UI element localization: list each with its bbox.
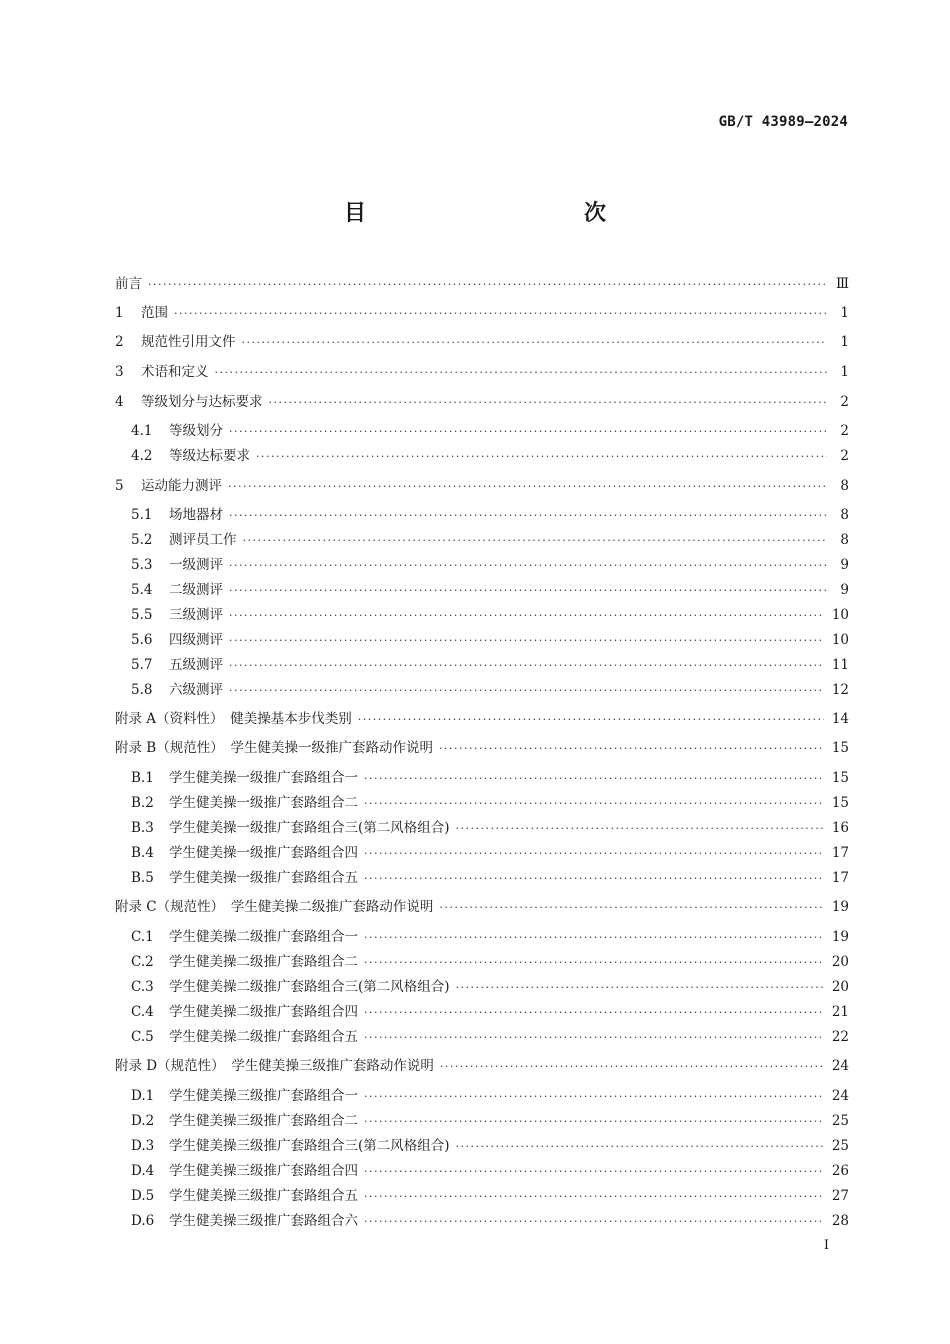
toc-entry[interactable]: [131, 793, 849, 813]
toc-entry-page: 14: [831, 711, 849, 727]
toc-leader-dots: [229, 631, 824, 651]
toc-entry-title: 学生健美操一级推广套路组合四: [169, 845, 358, 861]
toc-leader-dots: [229, 681, 824, 701]
toc-entry[interactable]: [131, 421, 849, 441]
toc-entry[interactable]: [131, 605, 849, 625]
toc-entry-number: C.5: [131, 1029, 154, 1045]
page-number: I: [823, 1238, 829, 1253]
toc-leader-dots: [364, 794, 824, 814]
toc-entry-number: D.5: [131, 1188, 155, 1204]
toc-leader-dots: [456, 819, 824, 839]
toc-entry-title: 学生健美操一级推广套路组合五: [169, 870, 358, 886]
toc-entry-number: D.1: [131, 1088, 155, 1104]
toc-entry[interactable]: [131, 927, 849, 947]
toc-entry-number: B.4: [131, 845, 154, 861]
toc-leader-dots: [364, 1187, 824, 1207]
toc-entry-page: 2: [840, 448, 849, 464]
toc-entry-page: 22: [831, 1029, 849, 1045]
toc-entry-page: 25: [831, 1138, 849, 1154]
toc-entry-number: C.4: [131, 1004, 154, 1020]
toc-entry-title: 学生健美操三级推广套路组合二: [169, 1113, 358, 1129]
toc-entry[interactable]: [115, 738, 849, 758]
toc-entry-page: 15: [831, 740, 849, 756]
toc-title: 目 次: [343, 201, 664, 226]
toc-entry[interactable]: [115, 709, 849, 729]
toc-entry-number: 5.5: [131, 607, 153, 623]
toc-entry-title: 学生健美操一级推广套路组合一: [169, 770, 358, 786]
toc-entry-number: 5.4: [131, 582, 153, 598]
toc-entry-title: 等级划分与达标要求: [141, 394, 263, 410]
toc-entry-title: 范围: [141, 305, 168, 321]
toc-leader-dots: [228, 477, 827, 497]
toc-entry-title: 学生健美操二级推广套路组合五: [169, 1029, 358, 1045]
toc-entry[interactable]: [115, 332, 849, 352]
toc-leader-dots: [229, 581, 827, 601]
toc-entry[interactable]: [131, 1002, 849, 1022]
toc-entry-number: B.2: [131, 795, 154, 811]
toc-entry-page: 21: [831, 1004, 849, 1020]
toc-entry-page: Ⅲ: [835, 276, 849, 292]
toc-leader-dots: [229, 506, 827, 526]
toc-entry-title: 前言: [115, 276, 142, 292]
toc-entry-page: 24: [831, 1058, 849, 1074]
toc-entry-title: 学生健美操一级推广套路组合二: [169, 795, 358, 811]
toc-entry[interactable]: [131, 1186, 849, 1206]
toc-entry-title: 二级测评: [169, 582, 223, 598]
toc-entry-title: 附录 B（规范性） 学生健美操一级推广套路动作说明: [115, 740, 433, 756]
toc-entry-number: 5.6: [131, 632, 153, 648]
toc-entry-title: 学生健美操三级推广套路组合六: [169, 1213, 358, 1229]
toc-entry-title: 学生健美操三级推广套路组合四: [169, 1163, 358, 1179]
toc-entry-title: 测评员工作: [169, 532, 237, 548]
toc-entry-number: D.2: [131, 1113, 155, 1129]
toc-entry-number: B.1: [131, 770, 154, 786]
toc-entry-number: 4.2: [131, 448, 153, 464]
toc-entry-title: 学生健美操三级推广套路组合三(第二风格组合): [169, 1138, 450, 1154]
toc-entry[interactable]: [131, 1211, 849, 1231]
toc-entry-number: 5.3: [131, 557, 153, 573]
toc-entry-title: 规范性引用文件: [141, 334, 236, 350]
toc-entry-page: 26: [831, 1163, 849, 1179]
toc-entry-page: 8: [840, 507, 849, 523]
toc-entry-number: 4.1: [131, 423, 153, 439]
toc-entry[interactable]: [131, 1027, 849, 1047]
toc-leader-dots: [242, 333, 828, 353]
toc-entry[interactable]: [115, 476, 849, 496]
toc-entry-title: 四级测评: [169, 632, 223, 648]
toc-entry-page: 27: [831, 1188, 849, 1204]
toc-leader-dots: [174, 304, 827, 324]
toc-entry-page: 8: [840, 532, 849, 548]
toc-entry[interactable]: [131, 977, 849, 997]
toc-entry[interactable]: [115, 1056, 849, 1076]
toc-leader-dots: [229, 422, 827, 442]
toc-entry-title: 学生健美操二级推广套路组合一: [169, 929, 358, 945]
toc-entry-title: 术语和定义: [141, 364, 209, 380]
toc-entry-title: 场地器材: [169, 507, 223, 523]
toc-entry[interactable]: [131, 580, 849, 600]
toc-entry[interactable]: [131, 680, 849, 700]
toc-entry[interactable]: [131, 843, 849, 863]
toc-entry[interactable]: [131, 505, 849, 525]
toc-entry[interactable]: [131, 868, 849, 888]
toc-entry-page: 20: [831, 954, 849, 970]
toc-leader-dots: [243, 531, 828, 551]
toc-leader-dots: [215, 363, 828, 383]
toc-entry-page: 25: [831, 1113, 849, 1129]
toc-entry-page: 28: [831, 1213, 849, 1229]
toc-entry-title: 学生健美操二级推广套路组合二: [169, 954, 358, 970]
toc-entry-page: 24: [831, 1088, 849, 1104]
toc-entry-number: 3: [115, 364, 124, 380]
toc-leader-dots: [364, 1087, 824, 1107]
toc-leader-dots: [229, 556, 827, 576]
toc-entry-title: 等级达标要求: [169, 448, 250, 464]
toc-entry-page: 9: [840, 582, 849, 598]
toc-entry-page: 1: [840, 334, 849, 350]
toc-entry-number: 5.7: [131, 657, 153, 673]
toc-entry[interactable]: [131, 1086, 849, 1106]
toc-entry-title: 学生健美操一级推广套路组合三(第二风格组合): [169, 820, 450, 836]
toc-entry[interactable]: [131, 1111, 849, 1131]
toc-entry-title: 学生健美操三级推广套路组合五: [169, 1188, 358, 1204]
toc-entry-title: 学生健美操二级推广套路组合三(第二风格组合): [169, 979, 450, 995]
toc-entry[interactable]: [131, 818, 849, 838]
toc-entry-page: 17: [831, 870, 849, 886]
toc-leader-dots: [456, 978, 824, 998]
toc-entry-number: C.3: [131, 979, 154, 995]
toc-entry[interactable]: [131, 555, 849, 575]
toc-entry-page: 2: [840, 394, 849, 410]
toc-entry-number: B.5: [131, 870, 154, 886]
toc-entry-title: 三级测评: [169, 607, 223, 623]
toc-entry-title: 附录 C（规范性） 学生健美操二级推广套路动作说明: [115, 899, 434, 915]
toc-leader-dots: [364, 1162, 824, 1182]
toc-entry-page: 19: [831, 899, 849, 915]
toc-entry[interactable]: [115, 274, 849, 294]
toc-entry-title: 一级测评: [169, 557, 223, 573]
toc-entry[interactable]: [115, 362, 849, 382]
toc-entry-number: 5.1: [131, 507, 153, 523]
toc-leader-dots: [364, 953, 824, 973]
toc-leader-dots: [364, 1003, 824, 1023]
toc-entry-page: 10: [831, 632, 849, 648]
toc-entry[interactable]: [115, 897, 849, 917]
toc-leader-dots: [440, 1057, 824, 1077]
toc-entry[interactable]: [131, 952, 849, 972]
toc-leader-dots: [364, 869, 824, 889]
toc-leader-dots: [229, 606, 824, 626]
toc-entry[interactable]: [131, 446, 849, 466]
toc-leader-dots: [269, 393, 828, 413]
toc-entry[interactable]: [115, 303, 849, 323]
toc-leader-dots: [439, 739, 824, 759]
toc-entry-page: 15: [831, 770, 849, 786]
toc-entry-title: 六级测评: [169, 682, 223, 698]
toc-entry-page: 10: [831, 607, 849, 623]
toc-entry-page: 15: [831, 795, 849, 811]
toc-entry-page: 2: [840, 423, 849, 439]
toc-leader-dots: [364, 1112, 824, 1132]
toc-entry-title: 等级划分: [169, 423, 223, 439]
toc-entry-title: 附录 D（规范性） 学生健美操三级推广套路动作说明: [115, 1058, 434, 1074]
toc-leader-dots: [364, 844, 824, 864]
toc-leader-dots: [364, 769, 824, 789]
toc-entry-number: C.2: [131, 954, 154, 970]
toc-leader-dots: [229, 656, 824, 676]
standard-code: GB/T 43989—2024: [718, 114, 848, 130]
toc-entry-page: 1: [840, 305, 849, 321]
toc-entry-number: D.4: [131, 1163, 155, 1179]
toc-entry-title: 学生健美操三级推广套路组合一: [169, 1088, 358, 1104]
toc-entry-number: C.1: [131, 929, 154, 945]
toc-entry-number: D.6: [131, 1213, 155, 1229]
toc-entry-page: 9: [840, 557, 849, 573]
toc-entry-number: 5.2: [131, 532, 153, 548]
toc-entry-number: B.3: [131, 820, 154, 836]
toc-entry[interactable]: [131, 630, 849, 650]
toc-entry-title: 五级测评: [169, 657, 223, 673]
toc-entry-page: 8: [840, 478, 849, 494]
toc-entry-page: 17: [831, 845, 849, 861]
toc-entry-title: 运动能力测评: [141, 478, 222, 494]
toc-entry-number: 5.8: [131, 682, 153, 698]
toc-entry-page: 19: [831, 929, 849, 945]
toc-entry-title: 附录 A（资料性） 健美操基本步伐类别: [115, 711, 352, 727]
toc-entry[interactable]: [131, 655, 849, 675]
toc-entry-number: D.3: [131, 1138, 155, 1154]
toc-entry-page: 20: [831, 979, 849, 995]
toc-entry-number: 4: [115, 394, 124, 410]
toc-leader-dots: [364, 1028, 824, 1048]
toc-entry-page: 11: [831, 657, 849, 673]
toc-entry-number: 5: [115, 478, 124, 494]
toc-leader-dots: [456, 1137, 824, 1157]
toc-entry-page: 16: [831, 820, 849, 836]
toc-leader-dots: [439, 898, 823, 918]
toc-entry-page: 1: [840, 364, 849, 380]
toc-entry-title: 学生健美操二级推广套路组合四: [169, 1004, 358, 1020]
toc-leader-dots: [148, 275, 827, 295]
toc-entry[interactable]: [131, 530, 849, 550]
toc-leader-dots: [364, 928, 824, 948]
toc-entry-page: 12: [831, 682, 849, 698]
toc-entry[interactable]: [131, 1161, 849, 1181]
toc-leader-dots: [364, 1212, 824, 1232]
toc-entry-number: 1: [115, 305, 124, 321]
toc-entry[interactable]: [115, 392, 849, 412]
toc-entry[interactable]: [131, 1136, 849, 1156]
toc-entry[interactable]: [131, 768, 849, 788]
toc-leader-dots: [358, 710, 824, 730]
toc-entry-number: 2: [115, 334, 124, 350]
toc-leader-dots: [256, 447, 827, 467]
